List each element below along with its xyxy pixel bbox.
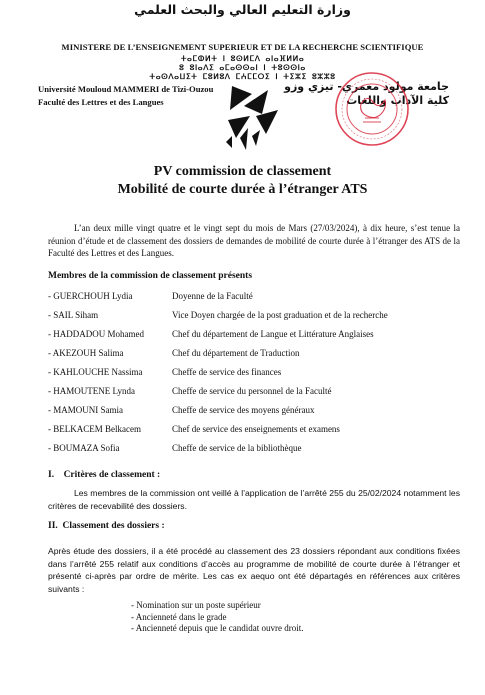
university-name-french: Université Mouloud MAMMERI de Tizi-Ouzou <box>38 84 214 94</box>
ministry-title-tifinagh-1: ⵜⴰⵎⵀⵍⵜ ⵏ ⵓⵙⵍⵎⴷ ⴰⵏⴰⴼⵍⵍⴰ <box>180 54 305 63</box>
ministry-title-arabic: وزارة التعليم العالي والبحث العلمي <box>134 2 351 17</box>
list-item: - Nomination sur un poste supérieur <box>131 600 261 610</box>
members-heading: Membres de la commission de classement présents <box>48 271 253 281</box>
list-item: - Ancienneté dans le grade <box>131 611 227 622</box>
document-title <box>0 163 485 199</box>
section-1-text: Les membres de la commission ont veillé à l’application de l’arrêté 255 du 25/02/2024 notamment les critères de recevabilité des dossiers. <box>48 488 460 511</box>
member-name: - KAHLOUCHE Nassima <box>48 367 143 377</box>
document-title-line-2: Mobilité de courte durée à l’étranger ATS <box>117 182 368 197</box>
intro-paragraph: L’an deux mille vingt quatre et le vingt sept du mois de Mars (27/03/2024), à dix heure, s’est tenue la réunion d’étude et de classement des dossiers de demandes de mobilité de courte durée à l’étranger des ATS de la Faculté des Lettres et des Langues. <box>48 223 460 258</box>
official-stamp-icon <box>333 70 411 148</box>
member-role: Chef de service des enseignements et examens <box>172 424 340 434</box>
member-role: Cheffe de service des moyens généraux <box>172 405 315 415</box>
member-name: - MAMOUNI Samia <box>48 405 123 415</box>
member-role: Doyenne de la Faculté <box>172 291 253 301</box>
member-role: Cheffe de service du personnel de la Faculté <box>172 386 332 396</box>
section-2-text: Après étude des dossiers, il a été procédé au classement des 23 dossiers répondant aux conditions fixées dans l’arrêté 255 relatif aux conditions d’accès au programme de mobilité de courte durée à l’étranger et présenté ci-après par ordre de mérite. Les cas ex aequo ont été départagés en références aux critères suivants : <box>48 546 460 594</box>
faculty-name-french: Faculté des Lettres et des Langues <box>38 97 164 107</box>
member-name: - GUERCHOUH Lydia <box>48 291 133 301</box>
member-role: Cheffe de service des finances <box>172 367 282 377</box>
member-name: - HADDADOU Mohamed <box>48 329 144 339</box>
section-1-heading: I. Critères de classement : <box>48 470 161 480</box>
member-role: Chef du département de Traduction <box>172 348 300 358</box>
criteria-list <box>131 600 303 635</box>
member-role: Cheffe de service de la bibliothèque <box>172 443 302 453</box>
faculty-name-arabic: كلية الآداب واللغات <box>346 94 449 107</box>
member-name: - HAMOUTENE Lynda <box>48 386 135 396</box>
ministry-title-french: MINISTERE DE L’ENSEIGNEMENT SUPERIEUR ET DE LA RECHERCHE SCIENTIFIQUE <box>61 42 424 52</box>
member-name: - BELKACEM Belkacem <box>48 424 141 434</box>
list-item: - Ancienneté depuis que le candidat ouvre droit. <box>131 623 304 633</box>
document-title-line-1: PV commission de classement <box>153 164 332 179</box>
member-name: - BOUMAZA Sofia <box>48 443 120 453</box>
ministry-title-tifinagh-2: ⵓ ⵓⵏⴰⴷⵉ ⴰⵎⴰⵙⵙⴰⵏ ⵏ ⵜⵓⵙⵙⵏⴰ <box>179 63 306 72</box>
university-name-arabic: جامعة مولود معمري- تيزي وزو <box>284 80 449 93</box>
member-name: - SAIL Siham <box>48 310 99 320</box>
section-2-heading: II. Classement des dossiers : <box>48 521 165 531</box>
ministry-title-tifinagh-3: ⵜⴰⵙⴷⴰⵡⵉⵜ ⵎⵓⵍⵓⴷ ⵎⵄⵎⵎⵔⵉ ⵏ ⵜⵉⵣⵉ ⵓⵣⵣⵓ <box>149 72 336 81</box>
member-role: Vice Doyen chargée de la post graduation et de la recherche <box>172 310 388 320</box>
member-role: Chef du département de Langue et Littérature Anglaises <box>172 329 374 339</box>
university-block-french <box>38 83 213 109</box>
university-logo-icon <box>222 80 284 154</box>
member-name: - AKEZOUH Salima <box>48 348 124 358</box>
